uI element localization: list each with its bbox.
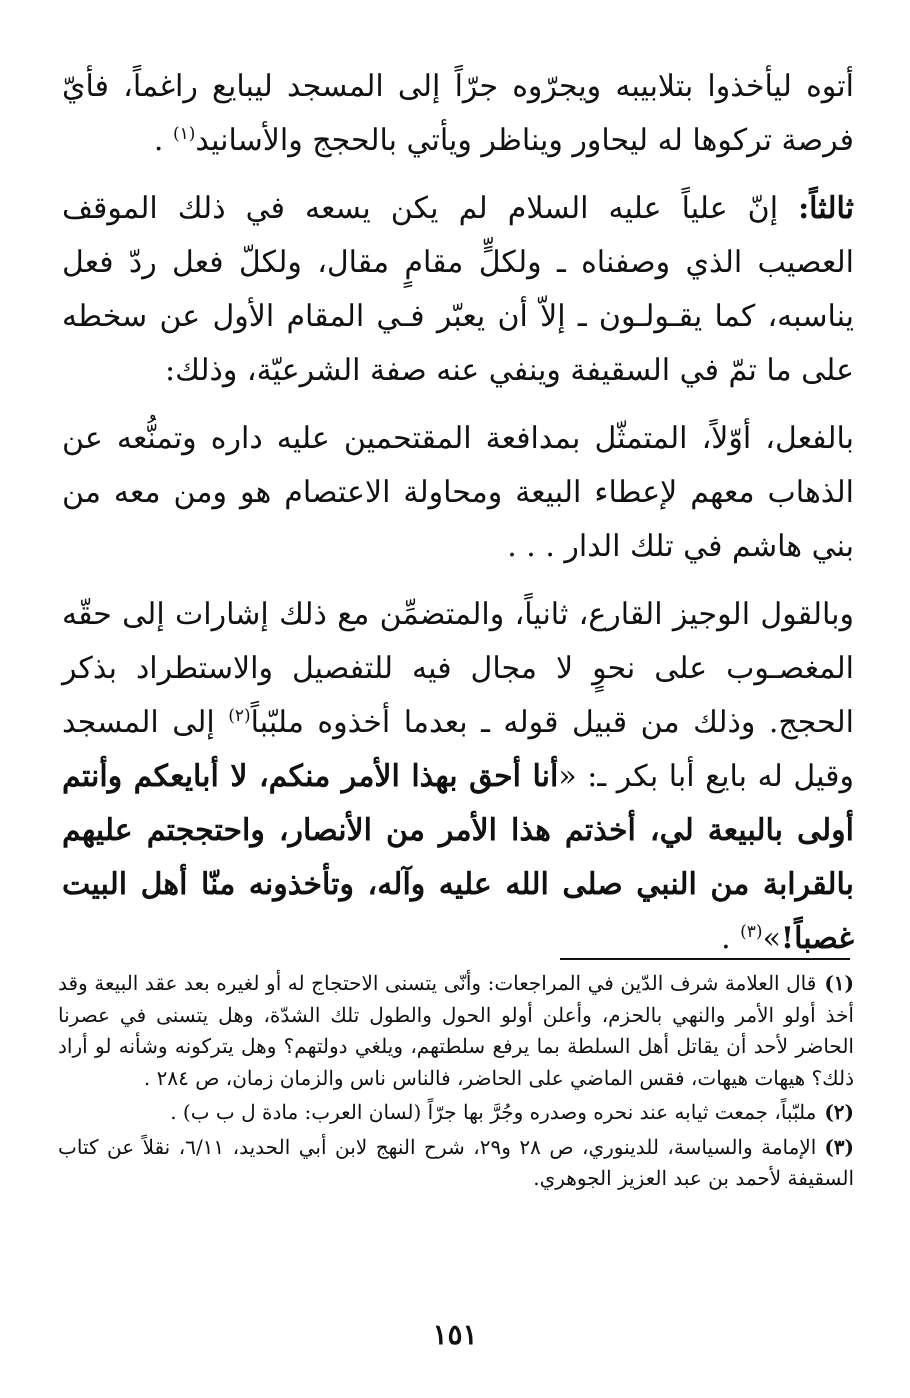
paragraph-4 [62,588,854,966]
page-number: ١٥١ [432,1318,478,1351]
footnote-divider [560,958,850,960]
footnote-text: قال العلامة شرف الدّين في المراجعات: وأنّى يتسنى الاحتجاج له أو لغيره بعد عقد البيعة وقد أخذ أولو الأمر والنهي بالحزم، وأعلن أولو الحول والطول تلك الشدّة، وهل يتسنى في عصرنا الحاضر لأحد أن يقاتل أهل السلطة بما يرفع سلطتهم، ويلغي دولتهم؟ وهل يتركونه وشأنه لو أراد ذلك؟ هيهات هيهات، فقس الماضي على الحاضر، فالناس ناس والزمان زمان، ص ٢٨٤ . [58,971,854,1090]
paragraph-2 [62,182,854,398]
paragraph-end: . [153,123,173,158]
footnotes [58,968,854,1198]
paragraph-3 [62,412,854,574]
section-lead: ثالثاً: [798,191,854,226]
paragraph-1 [62,60,854,168]
footnote-text: ملبّباً، جمعت ثيابه عند نحره وصدره وجُرَّ بها جرّاً (لسان العرب: مادة ل ب ب) . [170,1100,817,1124]
paragraph-text: وبالقول الوجيز القارع، ثانياً، والمتضمِّن مع ذلك إشارات إلى حقّه المغصـوب على نحوٍ لا مجال فيه للتفصيل والاستطراد بذكر الحجج. وذلك من قبيل قوله ـ بعدما أخذوه ملبّباً [62,597,855,740]
footnote-ref[interactable]: (١) [172,124,196,144]
quote-close: » [762,921,781,956]
footnote-number: (١) [824,971,854,995]
quote-text: أنا أحق بهذا الأمر منكم، لا أبايعكم وأنتم أولى بالبيعة لي، أخذتم هذا الأمر من الأنصار، واحتججتم عليهم بالقرابة من النبي صلى الله عليه وآله، وتأخذونه منّا أهل البيت غصباً! [62,759,854,956]
footnote-number: (٣) [824,1134,855,1159]
footnote-1 [58,968,854,1094]
paragraph-end: . [721,921,741,956]
footnote-ref[interactable]: (٣) [740,922,763,942]
footnote-3 [58,1132,854,1195]
footnote-2 [58,1097,854,1129]
paragraph-text: بالفعل، أوّلاً، المتمثّل بمدافعة المقتحمين عليه داره وتمنُّعه عن الذهاب معهم لإعطاء البيعة ومحاولة الاعتصام هو ومن معه من بني هاشم في تلك الدار . . . [62,421,854,564]
paragraph-text: أتوه ليأخذوا بتلابيبه ويجرّوه جرّاً إلى المسجد ليبايع راغماً، فأيّ فرصة تركوها له ليحاور ويناظر ويأتي بالحجج والأسانيد [62,69,854,158]
footnote-number: (٢) [824,1100,854,1124]
paragraph-text: إنّ علياً عليه السلام لم يكن يسعه في ذلك الموقف العصيب الذي وصفناه ـ ولكلٍّ مقامٍ مقال، ولكلّ فعل ردّ فعل يناسبه، كما يقـولـون ـ إلاّ أن يعبّر فـي المقام الأول عن سخطه على ما تمّ في السقيفة وينفي عنه صفة الشرعيّة، وذلك: [62,191,854,388]
footnote-ref[interactable]: (٢) [228,706,251,726]
paragraph-text: إلى المسجد وقيل له بايع أبا بكر ـ: « [62,705,854,794]
footnote-text: الإمامة والسياسة، للدينوري، ص ٢٨ و٢٩، شرح النهج لابن أبي الحديد، ٦/١١، نقلاً عن كتاب السقيفة لأحمد بن عبد العزيز الجوهري. [58,1134,854,1190]
